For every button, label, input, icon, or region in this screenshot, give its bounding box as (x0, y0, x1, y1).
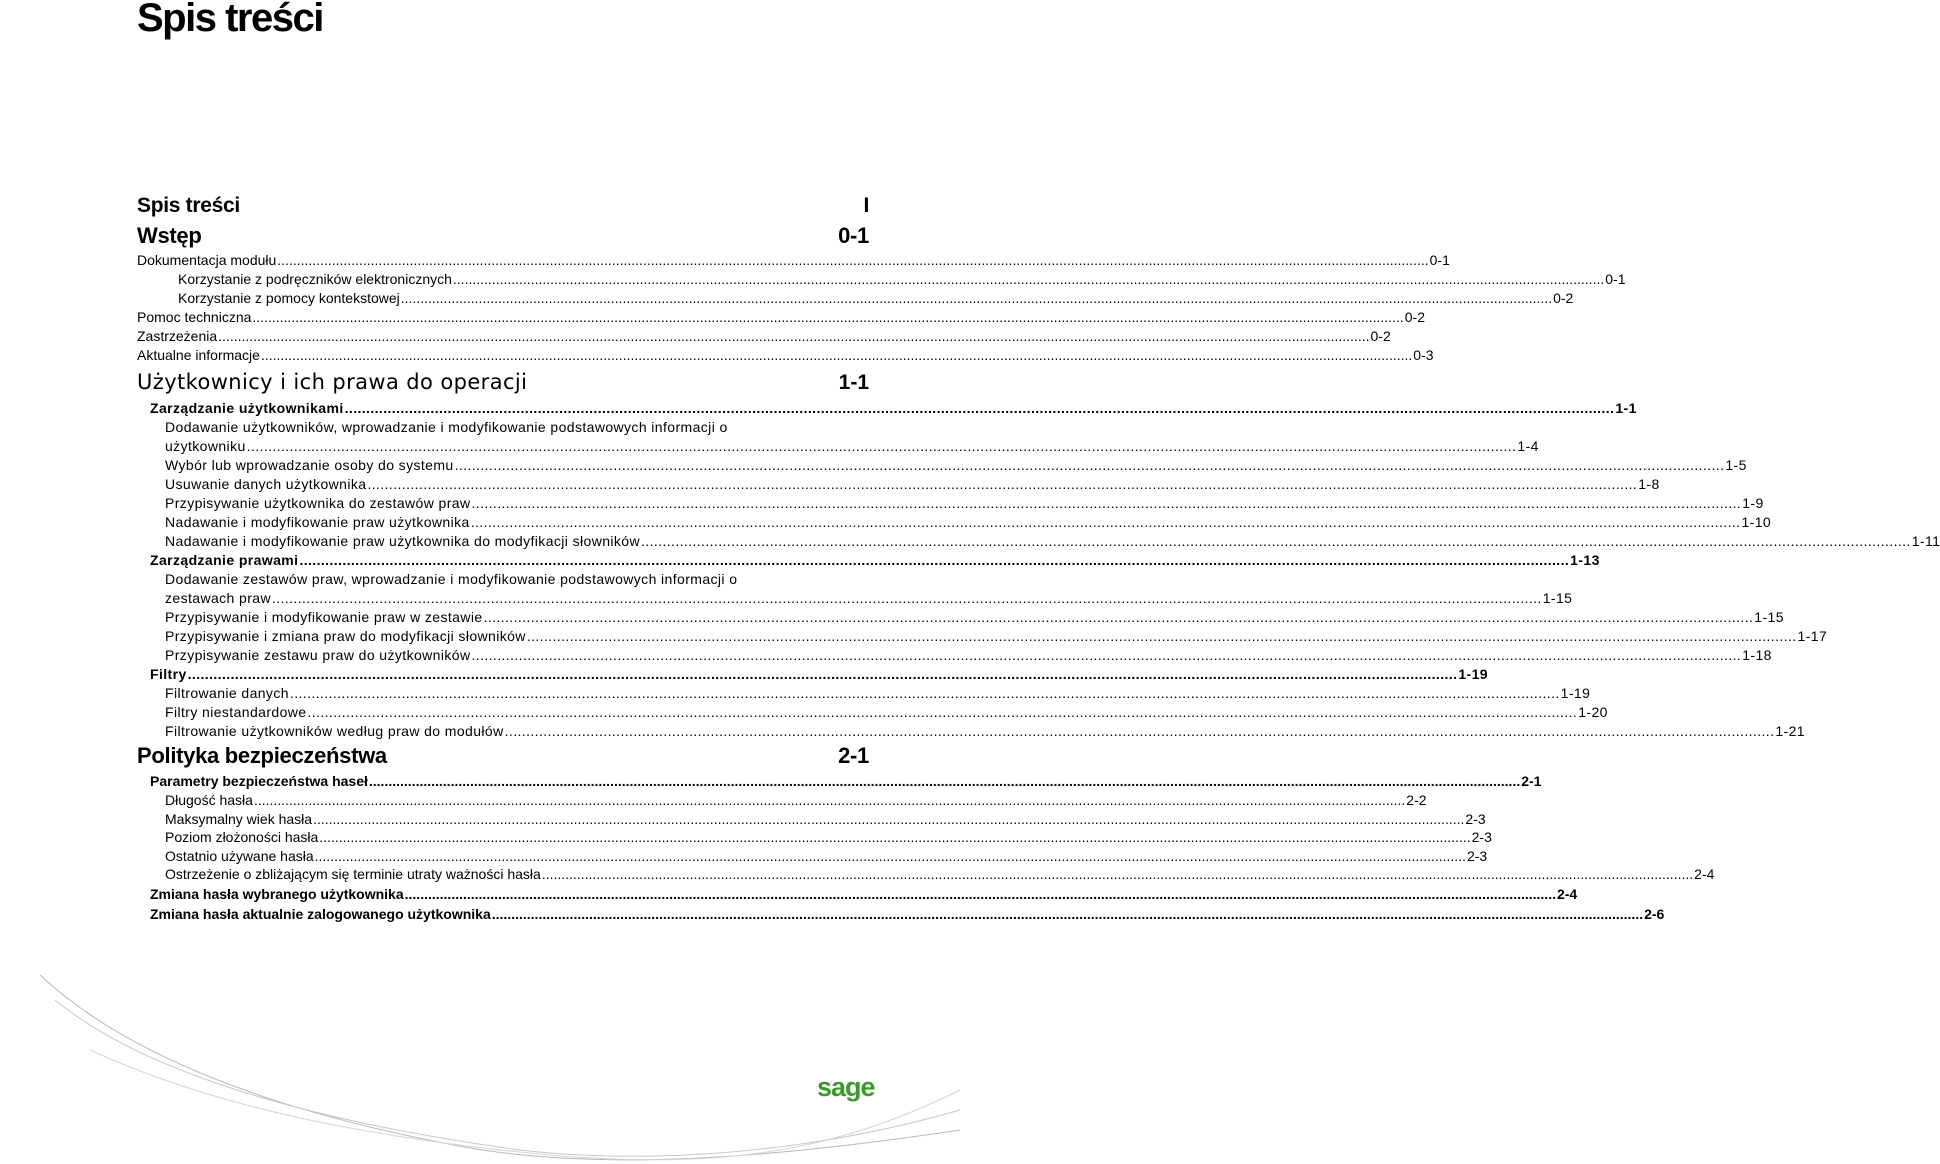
toc-leader-dots (188, 665, 1458, 684)
toc-entry-label: Poziom złożoności hasła (165, 829, 319, 846)
toc-leader-dots (272, 589, 1542, 608)
toc-entry-label: Nadawanie i modyfikowanie praw użytkownika do modyfikacji słowników (165, 533, 640, 549)
toc-section[interactable] (137, 884, 1578, 904)
toc-entry[interactable] (137, 646, 1772, 665)
decorative-swoosh (0, 960, 960, 1164)
toc-leader-dots (277, 251, 1428, 270)
toc-entry-line[interactable]: Dodawanie zestawów praw, wprowadzanie i modyfikowanie podstawowych informacji o (165, 571, 738, 587)
toc-entry[interactable] (137, 289, 1574, 308)
toc-entry-label: Zarządzanie prawami (150, 552, 299, 568)
toc-leader-dots (641, 532, 1911, 551)
toc-entry-label: Zmiana hasła aktualnie zalogowanego użytkownika (150, 905, 491, 922)
toc-entry-label: Filtrowanie danych (165, 685, 289, 701)
toc-entry[interactable] (137, 828, 1492, 847)
toc-page-number: 0-1 (1605, 271, 1626, 287)
toc-leader-dots (471, 513, 1741, 532)
toc-section[interactable] (137, 399, 1637, 418)
toc-page-number: 1-20 (1578, 704, 1608, 720)
toc-leader-dots (252, 308, 1403, 327)
toc-leader-dots (527, 627, 1797, 646)
toc-leader-dots (484, 608, 1754, 627)
toc-leader-dots (505, 722, 1775, 741)
toc-entry[interactable] (137, 494, 1764, 513)
toc-entry-label: Nadawanie i modyfikowanie praw użytkownika (165, 514, 470, 530)
toc-chapter-title: Polityka bezpieczeństwa (137, 743, 387, 768)
toc-leader-dots (369, 771, 1520, 791)
toc-entry[interactable] (137, 703, 1608, 722)
toc-entry-label: Zmiana hasła wybranego użytkownika (150, 885, 404, 902)
toc-leader-dots (471, 646, 1741, 665)
toc-chapter-page: 0-1 (838, 223, 869, 248)
toc-page-number: 2-6 (1644, 905, 1665, 922)
toc-entry[interactable] (137, 589, 1573, 608)
toc-chapter[interactable] (137, 741, 869, 771)
toc-chapter-title: Użytkownicy i ich prawa do operacji (137, 370, 528, 394)
toc-entry-label: Przypisywanie użytkownika do zestawów praw (165, 495, 471, 511)
sage-logo: sage (817, 1072, 875, 1102)
toc-section[interactable] (137, 904, 1665, 924)
toc-section[interactable] (137, 665, 1488, 684)
toc-entry[interactable] (137, 251, 1450, 270)
toc-leader-dots (261, 346, 1412, 365)
toc-chapter-page: 1-1 (838, 371, 869, 394)
toc-leader-dots (290, 684, 1560, 703)
toc-entry-label: Ostrzeżenie o zbliżającym się terminie utraty ważności hasła (165, 866, 541, 883)
toc-page-number: 1-15 (1542, 590, 1573, 606)
toc-entry[interactable] (137, 308, 1425, 327)
table-of-contents (137, 190, 1940, 924)
toc-entry-label: Filtry niestandardowe (165, 704, 307, 720)
toc-leader-dots (542, 865, 1693, 884)
toc-entry[interactable] (137, 513, 1772, 532)
toc-entry[interactable] (137, 847, 1488, 866)
toc-entry-label: Przypisywanie i zmiana praw do modyfikacji słowników (165, 628, 526, 644)
toc-entry[interactable] (137, 810, 1486, 829)
toc-entry[interactable] (137, 865, 1715, 884)
toc-entry-label: Korzystanie z pomocy kontekstowej (178, 290, 400, 306)
toc-page-number: 2-3 (1465, 810, 1486, 827)
toc-entry[interactable] (137, 475, 1660, 494)
toc-entry-label: zestawach praw (165, 590, 271, 606)
toc-section[interactable] (137, 771, 1542, 791)
toc-page-number: 1-15 (1754, 609, 1784, 625)
toc-leader-dots (492, 904, 1643, 924)
toc-page-number: 1-5 (1725, 457, 1747, 473)
toc-chapter-page: 2-1 (838, 743, 869, 768)
toc-leader-dots (345, 399, 1615, 418)
toc-leader-dots (313, 810, 1464, 829)
toc-page-number: 2-4 (1556, 885, 1578, 902)
toc-entry[interactable] (137, 791, 1427, 810)
toc-page-number: 2-3 (1471, 829, 1492, 846)
toc-page-number: 1-11 (1911, 533, 1940, 549)
swoosh-line-3 (90, 1050, 960, 1160)
toc-page-number: 2-4 (1694, 866, 1715, 883)
toc-entry-label: Zarządzanie użytkownikami (150, 400, 344, 416)
toc-leader-dots (367, 475, 1637, 494)
toc-entry[interactable] (137, 532, 1940, 551)
toc-entry-label: Zastrzeżenia (137, 328, 218, 344)
toc-page-number: 1-19 (1458, 666, 1488, 682)
toc-page-number: 0-3 (1413, 347, 1434, 363)
toc-page-number: 1-10 (1741, 514, 1772, 530)
toc-leader-dots (254, 791, 1405, 810)
page-title: Spis treści (137, 0, 323, 40)
toc-leader-dots (307, 703, 1577, 722)
toc-page-number: 2-1 (1521, 773, 1542, 789)
toc-entry[interactable] (137, 684, 1591, 703)
toc-entry[interactable] (137, 627, 1828, 646)
toc-page-number: 0-1 (1429, 252, 1450, 268)
toc-entry[interactable] (137, 270, 1626, 289)
toc-page-number: 2-2 (1406, 792, 1427, 808)
toc-entry-label: Wybór lub wprowadzanie osoby do systemu (165, 457, 454, 473)
toc-entry-label: Aktualne informacje (137, 347, 260, 363)
toc-page-number: 2-3 (1466, 847, 1488, 864)
toc-page-number: 1-1 (1615, 400, 1637, 416)
toc-page-number: 1-17 (1797, 628, 1828, 644)
toc-leader-dots (455, 456, 1725, 475)
toc-entry[interactable] (137, 722, 1805, 741)
toc-leader-dots (319, 828, 1470, 847)
toc-page-number: 0-2 (1370, 328, 1391, 344)
toc-leader-dots (401, 289, 1552, 308)
toc-entry-label: Pomoc techniczna (137, 309, 252, 325)
toc-entry[interactable] (137, 437, 1539, 456)
toc-page-number: 1-21 (1775, 723, 1805, 739)
toc-page-number: 1-9 (1742, 495, 1764, 511)
toc-chapter-title: Spis treści (137, 194, 240, 217)
swoosh-line-1 (40, 975, 960, 1160)
toc-entry-label: Długość hasła (165, 792, 253, 808)
toc-section[interactable] (137, 551, 1600, 570)
toc-page-number: 1-8 (1638, 476, 1660, 492)
toc-entry[interactable] (137, 456, 1747, 475)
toc-entry-label: Maksymalny wiek hasła (165, 810, 313, 827)
toc-entry[interactable] (137, 608, 1784, 627)
toc-chapter[interactable] (137, 365, 869, 399)
toc-entry-label: Filtrowanie użytkowników według praw do modułów (165, 723, 504, 739)
toc-page-number: 1-19 (1560, 685, 1591, 701)
toc-page-number: 1-13 (1570, 552, 1600, 568)
toc-leader-dots (299, 551, 1569, 570)
toc-entry-label: Filtry (150, 666, 187, 682)
toc-leader-dots (218, 327, 1369, 346)
toc-entry-label: Korzystanie z podręczników elektronicznych (178, 271, 452, 287)
toc-page-number: 1-18 (1742, 647, 1772, 663)
toc-entry-label: Ostatnio używane hasła (165, 847, 314, 864)
toc-leader-dots (247, 437, 1517, 456)
toc-entry-label: Dokumentacja modułu (137, 252, 277, 268)
toc-entry-label: Przypisywanie i modyfikowanie praw w zestawie (165, 609, 483, 625)
toc-chapter-page: I (863, 194, 869, 217)
toc-entry-label: Parametry bezpieczeństwa haseł (150, 773, 368, 789)
toc-leader-dots (315, 847, 1466, 866)
toc-entry[interactable] (137, 327, 1391, 346)
toc-chapter[interactable] (137, 190, 869, 221)
toc-page-number: 0-2 (1404, 309, 1425, 325)
toc-entry-label: Przypisywanie zestawu praw do użytkowników (165, 647, 471, 663)
toc-leader-dots (405, 884, 1556, 904)
toc-leader-dots (453, 270, 1604, 289)
toc-entry-label: Usuwanie danych użytkownika (165, 476, 367, 492)
toc-page-number: 1-4 (1517, 438, 1539, 454)
toc-entry[interactable] (137, 346, 1434, 365)
toc-page-number: 0-2 (1553, 290, 1574, 306)
toc-entry-label: użytkowniku (165, 438, 246, 454)
toc-entry-line[interactable]: Dodawanie użytkowników, wprowadzanie i modyfikowanie podstawowych informacji o (165, 419, 728, 435)
toc-leader-dots (471, 494, 1741, 513)
toc-chapter[interactable] (137, 221, 869, 251)
toc-chapter-title: Wstęp (137, 223, 202, 248)
